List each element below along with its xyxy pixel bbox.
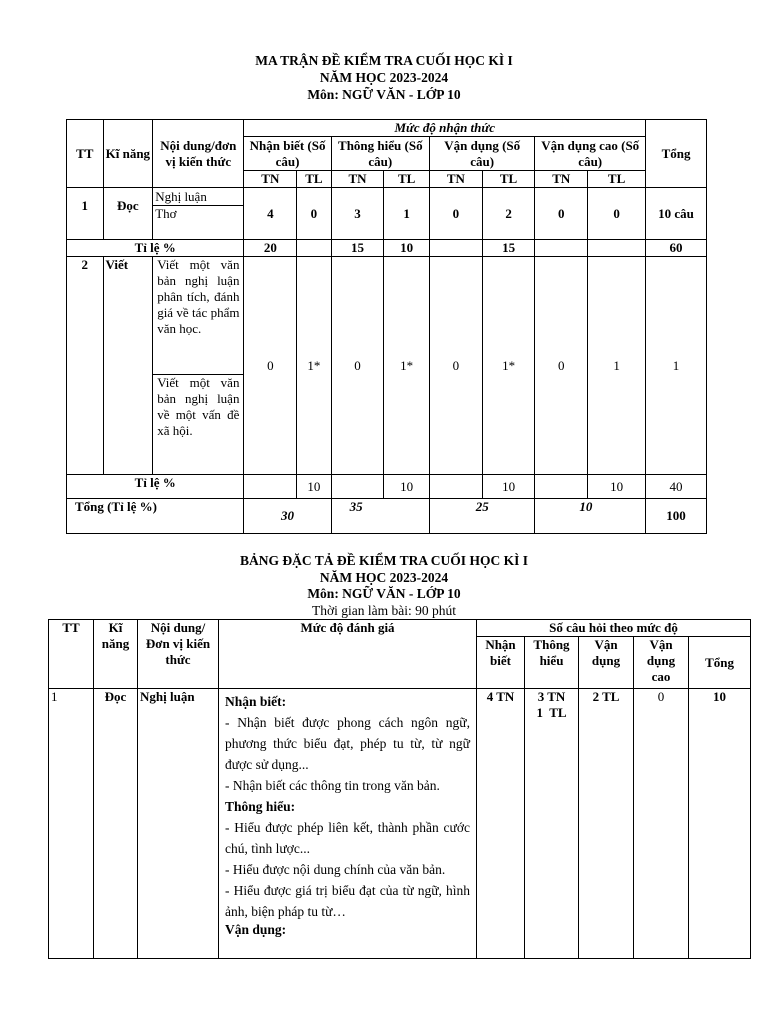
spec-time: Thời gian làm bài: 90 phút [312, 603, 456, 618]
matrix-cell [429, 240, 482, 257]
matrix-header-tn: TN [535, 171, 588, 188]
matrix-cell: 1* [384, 257, 430, 475]
matrix-cell: 0 [429, 257, 482, 475]
matrix-row-total: 1 [646, 257, 707, 475]
matrix-header-level-2: Thông hiểu (Số câu) [331, 137, 429, 171]
spec-row-skill: Đọc [94, 689, 138, 959]
matrix-grand-total-cell: 25 [429, 499, 534, 534]
matrix-cell: 15 [331, 240, 384, 257]
matrix-cell: 0 [429, 188, 482, 240]
matrix-ratio-label: Tỉ lệ % [67, 240, 244, 257]
matrix-header-tl: TL [482, 171, 535, 188]
spec-header-tt: TT [49, 620, 94, 689]
spec-criteria-item: - Hiểu được phép liên kết, thành phần cước chú, tình lược... [225, 820, 470, 856]
spec-count-understand-tl: 1 TL [536, 705, 567, 720]
spec-header-level-1: Nhận biết [477, 637, 525, 689]
matrix-row-unit: Thơ [153, 206, 244, 240]
matrix-header-total: Tổng [646, 120, 707, 188]
matrix-row-tt: 2 [67, 257, 104, 475]
spec-title-line-1: BẢNG ĐẶC TẢ ĐỀ KIỂM TRA CUỐI HỌC KÌ I [240, 553, 528, 568]
matrix-header-tn: TN [331, 171, 384, 188]
matrix-header-skill: Kĩ năng [103, 120, 153, 188]
matrix-header-level-3: Vận dụng (Số câu) [429, 137, 534, 171]
matrix-grand-total-cell: 30 [244, 499, 331, 534]
spec-header-assessment-level: Mức độ đánh giá [219, 620, 477, 689]
matrix-cell: 0 [331, 257, 384, 475]
spec-count-understand-tn: 3 TN [537, 689, 566, 704]
matrix-header-tl: TL [588, 171, 646, 188]
spec-criteria-item: - Nhận biết các thông tin trong văn bản. [225, 778, 440, 793]
matrix-header-tl: TL [384, 171, 430, 188]
matrix-row-tt: 1 [67, 188, 104, 240]
spec-row-criteria [219, 689, 477, 959]
matrix-cell: 1* [297, 257, 331, 475]
spec-count-understand [525, 689, 579, 959]
spec-count-apply-high: 0 [634, 689, 689, 959]
matrix-header-level-1: Nhận biết (Số câu) [244, 137, 331, 171]
matrix-cell: 10 [384, 475, 430, 499]
matrix-header-unit: Nội dung/đơn vị kiến thức [153, 120, 244, 188]
matrix-cell [429, 475, 482, 499]
spec-title-line-2: NĂM HỌC 2023-2024 [319, 570, 449, 585]
matrix-cell: 10 [482, 475, 535, 499]
matrix-header-tt: TT [67, 120, 104, 188]
matrix-header-level-4: Vận dụng cao (Số câu) [535, 137, 646, 171]
matrix-cell: 0 [297, 188, 331, 240]
matrix-cell: 10 [297, 475, 331, 499]
matrix-cell: 15 [482, 240, 535, 257]
matrix-cell: 0 [535, 257, 588, 475]
matrix-grand-total-cell: 10 [535, 499, 646, 534]
matrix-cell [297, 240, 331, 257]
matrix-table [66, 119, 707, 534]
matrix-cell [535, 475, 588, 499]
matrix-cell [535, 240, 588, 257]
matrix-header-tl: TL [297, 171, 331, 188]
spec-table [48, 619, 751, 959]
matrix-cell: 2 [482, 188, 535, 240]
matrix-cell: 0 [244, 257, 297, 475]
matrix-row-unit: Viết một văn bản nghị luận phân tích, đánh giá về tác phẩm văn học. [153, 257, 244, 375]
spec-criteria-item: - Hiểu được nội dung chính của văn bản. [225, 862, 446, 877]
spec-criteria-item: - Hiểu được giá trị biểu đạt của từ ngữ, hình ảnh, biện pháp tu từ… [225, 883, 470, 919]
matrix-ratio-label: Tỉ lệ % [67, 475, 244, 499]
matrix-row-total: 40 [646, 475, 707, 499]
matrix-cell: 0 [535, 188, 588, 240]
matrix-grand-total-label: Tổng (Tỉ lệ %) [67, 499, 244, 534]
matrix-cell [588, 240, 646, 257]
matrix-cell: 0 [588, 188, 646, 240]
matrix-cell: 20 [244, 240, 297, 257]
matrix-grand-total: 100 [646, 499, 707, 534]
matrix-cell [331, 475, 384, 499]
matrix-title-line-2: NĂM HỌC 2023-2024 [319, 70, 449, 85]
matrix-row-skill: Viết [103, 257, 153, 475]
spec-criteria-heading-recognize: Nhận biết: [225, 694, 287, 709]
spec-criteria-item: - Nhận biết được phong cách ngôn ngữ, phương thức biểu đạt, phép tu từ, từ ngữ được sử dụng... [225, 715, 470, 772]
matrix-row-unit: Nghị luận [153, 188, 244, 206]
spec-criteria-heading-understand: Thông hiểu: [225, 799, 296, 814]
matrix-row-unit: Viết một văn bản nghị luận về một vấn đề xã hội. [153, 375, 244, 475]
spec-count-total: 10 [689, 689, 751, 959]
spec-header-level-2: Thông hiểu [525, 637, 579, 689]
matrix-cell: 10 [588, 475, 646, 499]
spec-header-level-3: Vận dụng [579, 637, 634, 689]
matrix-cell: 4 [244, 188, 297, 240]
matrix-title-line-3: Môn: NGỮ VĂN - LỚP 10 [307, 87, 461, 102]
matrix-cell [244, 475, 297, 499]
spec-count-apply: 2 TL [579, 689, 634, 959]
matrix-header-cognitive-level: Mức độ nhận thức [244, 120, 646, 137]
spec-header-question-count: Số câu hỏi theo mức độ [477, 620, 751, 637]
spec-row-tt: 1 [49, 689, 94, 959]
matrix-cell: 1* [482, 257, 535, 475]
matrix-row-total: 10 câu [646, 188, 707, 240]
matrix-title-line-1: MA TRẬN ĐỀ KIỂM TRA CUỐI HỌC KÌ I [255, 53, 513, 68]
matrix-cell: 10 [384, 240, 430, 257]
matrix-cell: 1 [588, 257, 646, 475]
matrix-cell: 3 [331, 188, 384, 240]
matrix-row-skill: Đọc [103, 188, 153, 240]
spec-criteria-heading-apply: Vận dụng: [225, 922, 287, 937]
spec-header-skill: Kĩ năng [94, 620, 138, 689]
spec-header-total: Tổng [689, 637, 751, 689]
spec-header-unit: Nội dung/Đơn vị kiến thức [138, 620, 219, 689]
matrix-header-tn: TN [429, 171, 482, 188]
spec-count-recognize: 4 TN [477, 689, 525, 959]
matrix-grand-total-cell: 35 [331, 499, 429, 534]
spec-row-unit: Nghị luận [138, 689, 219, 959]
matrix-cell: 1 [384, 188, 430, 240]
matrix-row-total: 60 [646, 240, 707, 257]
spec-header-level-4: Vận dụng cao [634, 637, 689, 689]
matrix-header-tn: TN [244, 171, 297, 188]
spec-title-line-3: Môn: NGỮ VĂN - LỚP 10 [307, 586, 461, 601]
